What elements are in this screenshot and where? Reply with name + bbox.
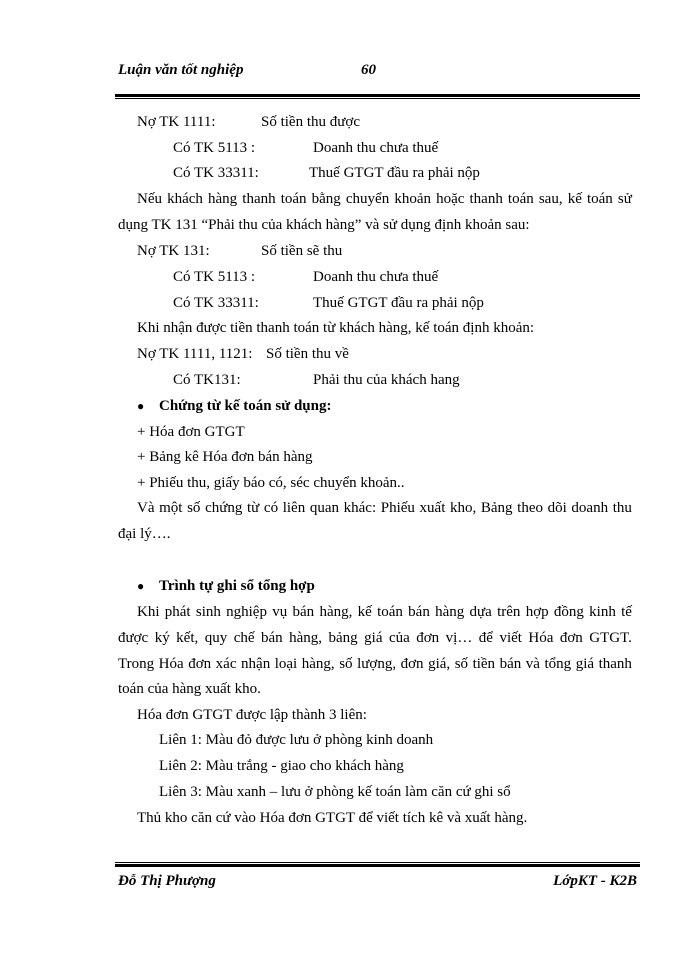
word: hàng <box>435 604 465 620</box>
word: đơn <box>416 630 440 646</box>
word: sử <box>617 191 632 207</box>
word: bán <box>408 604 430 620</box>
word: đơn <box>188 656 212 672</box>
section1-para-line2: đại lý…. <box>118 526 171 542</box>
word: hàng <box>208 191 238 207</box>
word: giá <box>364 630 383 646</box>
section1-heading: Chứng từ kế toán sử dụng: <box>159 398 332 414</box>
section2-para-line3 <box>118 655 632 673</box>
word: xác <box>215 656 237 672</box>
word: chuyển <box>345 191 390 207</box>
word: tế <box>621 604 632 620</box>
word: tổng <box>544 656 572 672</box>
word: để <box>478 630 493 646</box>
footer-rule <box>115 862 640 867</box>
word: kết, <box>176 630 199 646</box>
word: toán <box>280 191 307 207</box>
word: khác: <box>343 500 377 516</box>
para1-line2: dụng TK 131 “Phải thu của khách hàng” và sử dụng định khoản sau: <box>118 217 530 233</box>
section1-bullet-icon: ● <box>137 399 145 413</box>
entry1-credit2-account: Có TK 33311: <box>173 165 259 181</box>
word: kế <box>357 604 372 620</box>
word: loại <box>274 656 298 672</box>
page-number: 60 <box>361 62 376 78</box>
word: doanh <box>571 500 609 516</box>
word: của <box>388 630 410 646</box>
word: tiền <box>472 656 496 672</box>
word: thanh <box>598 656 632 672</box>
word: hàng, <box>301 656 335 672</box>
section2-bullet-icon: ● <box>137 579 145 593</box>
entry2-debit-desc: Số tiền sẽ thu <box>261 243 343 259</box>
section1-para-line1 <box>137 499 632 517</box>
word: khoản <box>394 191 431 207</box>
word: quy <box>204 630 228 646</box>
word: được <box>118 630 149 646</box>
word: bằng <box>311 191 341 207</box>
word: bán <box>499 656 522 672</box>
word: đơn <box>400 656 424 672</box>
para2: Khi nhận được tiền thanh toán từ khách hàng, kế toán định khoản: <box>137 320 535 336</box>
word: Trong <box>118 656 155 672</box>
word: thanh <box>469 191 503 207</box>
word: vụ <box>272 604 288 620</box>
word: kế <box>567 191 582 207</box>
footer-class: LớpKT - K2B <box>553 873 637 889</box>
section2-heading: Trình tự ghi sổ tổng hợp <box>159 578 315 594</box>
word: kho, <box>450 500 477 516</box>
header-title: Luận văn tốt nghiệp <box>118 62 244 78</box>
closing-line: Thủ kho căn cứ vào Hóa đơn GTGT để viết tích kê và xuất hàng. <box>137 810 528 826</box>
word: đồng <box>553 604 584 620</box>
word: dõi <box>547 500 567 516</box>
section2-para-line2 <box>118 629 632 647</box>
word: hoặc <box>436 191 465 207</box>
section1-item-2: + Bảng kê Hóa đơn bán hàng <box>137 449 313 465</box>
word: khách <box>167 191 203 207</box>
entry1-credit1-desc: Doanh thu chưa thuế <box>313 140 439 156</box>
word: chứng <box>205 500 243 516</box>
word: giá, <box>428 656 451 672</box>
word: toán <box>586 191 613 207</box>
word: theo <box>517 500 543 516</box>
word: hàng, <box>319 604 353 620</box>
entry3-credit-account: Có TK131: <box>173 372 241 388</box>
header-rule <box>115 94 640 99</box>
word: chế <box>233 630 255 646</box>
section2-para-last: toán của hàng xuất kho. <box>118 681 261 697</box>
word: phát <box>164 604 191 620</box>
word: quan <box>309 500 340 516</box>
word: số <box>454 656 469 672</box>
word: Nếu <box>137 191 162 207</box>
entry3-debit-desc: Số tiền thu về <box>266 346 349 362</box>
word: Và <box>137 500 155 516</box>
word: một <box>159 500 183 516</box>
footer-author: Đỗ Thị Phượng <box>118 873 216 889</box>
entry2-credit1-desc: Doanh thu chưa thuế <box>313 269 439 285</box>
section1-item-3: + Phiếu thu, giấy báo có, séc chuyển khoản.. <box>137 475 405 491</box>
word: Bảng <box>480 500 513 516</box>
word: giá <box>575 656 595 672</box>
word: số <box>339 656 353 672</box>
entry1-debit-desc: Số tiền thu được <box>261 114 360 130</box>
word: bảng <box>328 630 358 646</box>
word: bán <box>292 604 315 620</box>
word: GTGT. <box>589 630 632 646</box>
word: bán <box>260 630 283 646</box>
word: sau, <box>538 191 563 207</box>
section2-para-line1 <box>137 603 632 621</box>
word: Khi <box>137 604 160 620</box>
word: thu <box>612 500 632 516</box>
word: có <box>263 500 279 516</box>
invoice-copy-2: Liên 2: Màu trắng - giao cho khách hàng <box>159 758 404 774</box>
word: nghiệp <box>226 604 267 620</box>
entry1-credit1-account: Có TK 5113 : <box>173 140 256 156</box>
entry1-debit-account: Nợ TK 1111: <box>137 114 216 130</box>
word: và <box>525 656 540 672</box>
word: vị… <box>445 630 473 646</box>
word: xuất <box>419 500 446 516</box>
word: toán <box>377 604 403 620</box>
word: số <box>187 500 201 516</box>
word: liên <box>282 500 306 516</box>
invoice-intro: Hóa đơn GTGT được lập thành 3 liên: <box>137 707 367 723</box>
word: ký <box>154 630 170 646</box>
word: Hóa <box>528 630 554 646</box>
entry2-debit-account: Nợ TK 131: <box>137 243 210 259</box>
entry2-credit1-account: Có TK 5113 : <box>173 269 256 285</box>
entry3-credit-desc: Phải thu của khách hang <box>313 372 460 388</box>
word: dựa <box>469 604 492 620</box>
para1-line1 <box>137 190 632 208</box>
entry2-credit2-account: Có TK 33311: <box>173 295 259 311</box>
entry2-credit2-desc: Thuế GTGT đầu ra phải nộp <box>313 295 484 311</box>
word: thanh <box>242 191 276 207</box>
word: từ <box>246 500 260 516</box>
word: toán <box>507 191 534 207</box>
word: đơn <box>559 630 583 646</box>
word: sinh <box>195 604 221 620</box>
word: Hóa <box>158 656 184 672</box>
word: trên <box>497 604 521 620</box>
word: Phiếu <box>380 500 415 516</box>
word: kinh <box>589 604 616 620</box>
section1-item-1: + Hóa đơn GTGT <box>137 424 245 440</box>
word: hợp <box>525 604 549 620</box>
invoice-copy-3: Liên 3: Màu xanh – lưu ở phòng kế toán làm căn cứ ghi sổ <box>159 784 511 800</box>
entry1-credit2-desc: Thuế GTGT đầu ra phải nộp <box>309 165 480 181</box>
invoice-copy-1: Liên 1: Màu đỏ được lưu ở phòng kinh doanh <box>159 732 434 748</box>
word: viết <box>499 630 522 646</box>
word: lượng, <box>357 656 397 672</box>
word: hàng, <box>289 630 323 646</box>
word: nhận <box>241 656 271 672</box>
entry3-debit-account: Nợ TK 1111, 1121: <box>137 346 253 362</box>
